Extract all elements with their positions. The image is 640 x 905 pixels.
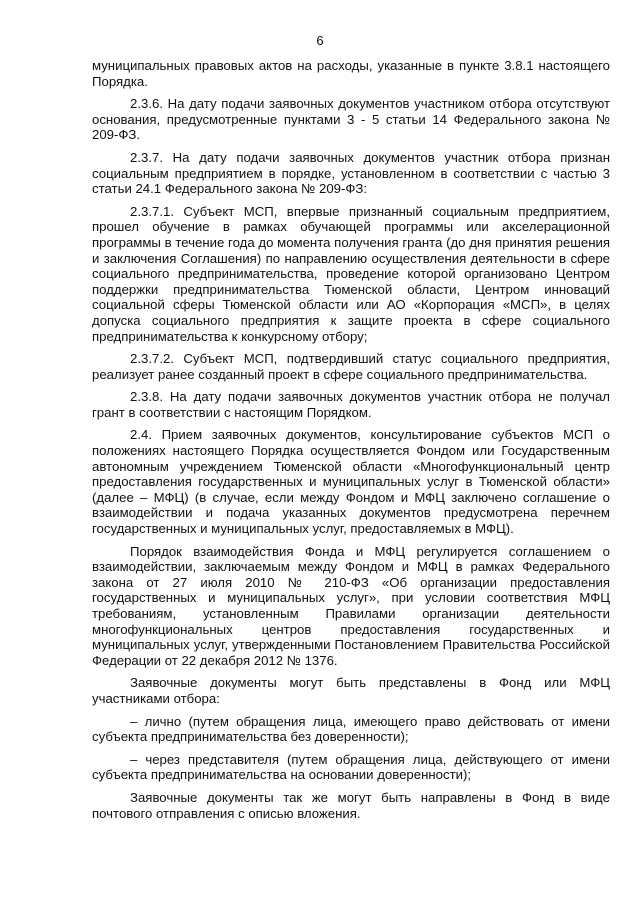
- paragraph-2-4: 2.4. Прием заявочных документов, консультирование субъектов МСП о положениях настоящего Порядка осуществляется Фондом или Государственным автономным учреждением Тюменской области «Многофункциональный центр предоставления государственных и муниципальных услуг в Тюменской области» (далее – МФЦ) (в случае, если между Фондом и МФЦ заключено соглашение о взаимодействии и подача указанных документов предусмотрена перечнем государственных и муниципальных услуг, предоставляемых в МФЦ).: [92, 427, 610, 537]
- list-item-representative: – через представителя (путем обращения лица, действующего от имени субъекта предпринимательства на основании доверенности);: [92, 751, 610, 783]
- page-number: 6: [316, 33, 324, 48]
- paragraph-2-3-7: 2.3.7. На дату подачи заявочных документов участник отбора признан социальным предприятием в порядке, установленном в соответствии с частью 3 статьи 24.1 Федерального закона № 209-ФЗ:: [92, 149, 610, 197]
- paragraph-mfc-interaction: Порядок взаимодействия Фонда и МФЦ регулируется соглашением о взаимодействии, заключаемым между Фондом и МФЦ в рамках Федерального закона от 27 июля 2010 № 210-ФЗ «Об организации предоставления государственных и муниципальных услуг», при условии соответствия МФЦ требованиям, установленным Правилами организации деятельности многофункциональных центров предоставления государственных и муниципальных услуг, утвержденными Постановлением Правительства Российской Федерации от 22 декабря 2012 № 1376.: [92, 543, 610, 668]
- document-body: [92, 58, 610, 828]
- paragraph-2-3-8: 2.3.8. На дату подачи заявочных документов участник отбора не получал грант в соответствии с настоящим Порядком.: [92, 389, 610, 420]
- paragraph-continuation: муниципальных правовых актов на расходы, указанные в пункте 3.8.1 настоящего Порядка.: [92, 58, 610, 89]
- list-item-in-person: – лично (путем обращения лица, имеющего право действовать от имени субъекта предпринимательства без доверенности);: [92, 713, 610, 745]
- paragraph-2-3-6: 2.3.6. На дату подачи заявочных документов участником отбора отсутствуют основания, предусмотренные пунктами 3 - 5 статьи 14 Федерального закона № 209-ФЗ.: [92, 96, 610, 143]
- paragraph-2-3-7-2: 2.3.7.2. Субъект МСП, подтвердивший статус социального предприятия, реализует ранее созданный проект в сфере социального предпринимательства.: [92, 351, 610, 382]
- paragraph-postal-submission: Заявочные документы так же могут быть направлены в Фонд в виде почтового отправления с описью вложения.: [92, 789, 610, 821]
- paragraph-submission-methods: Заявочные документы могут быть представлены в Фонд или МФЦ участниками отбора:: [92, 675, 610, 706]
- paragraph-2-3-7-1: 2.3.7.1. Субъект МСП, впервые признанный социальным предприятием, прошел обучение в рамках обучающей программы или акселерационной программы в течение года до момента получения гранта (до дня принятия решения и заключения Соглашения) по направлению осуществления деятельности в сфере социального предпринимательства, проведение которой организовано Центром поддержки предпринимательства Тюменской области, Центром инноваций социальной сферы Тюменской области или АО «Корпорация «МСП», в целях допуска социального предприятия к защите проекта в сфере социального предпринимательства к конкурсному отбору;: [92, 203, 610, 344]
